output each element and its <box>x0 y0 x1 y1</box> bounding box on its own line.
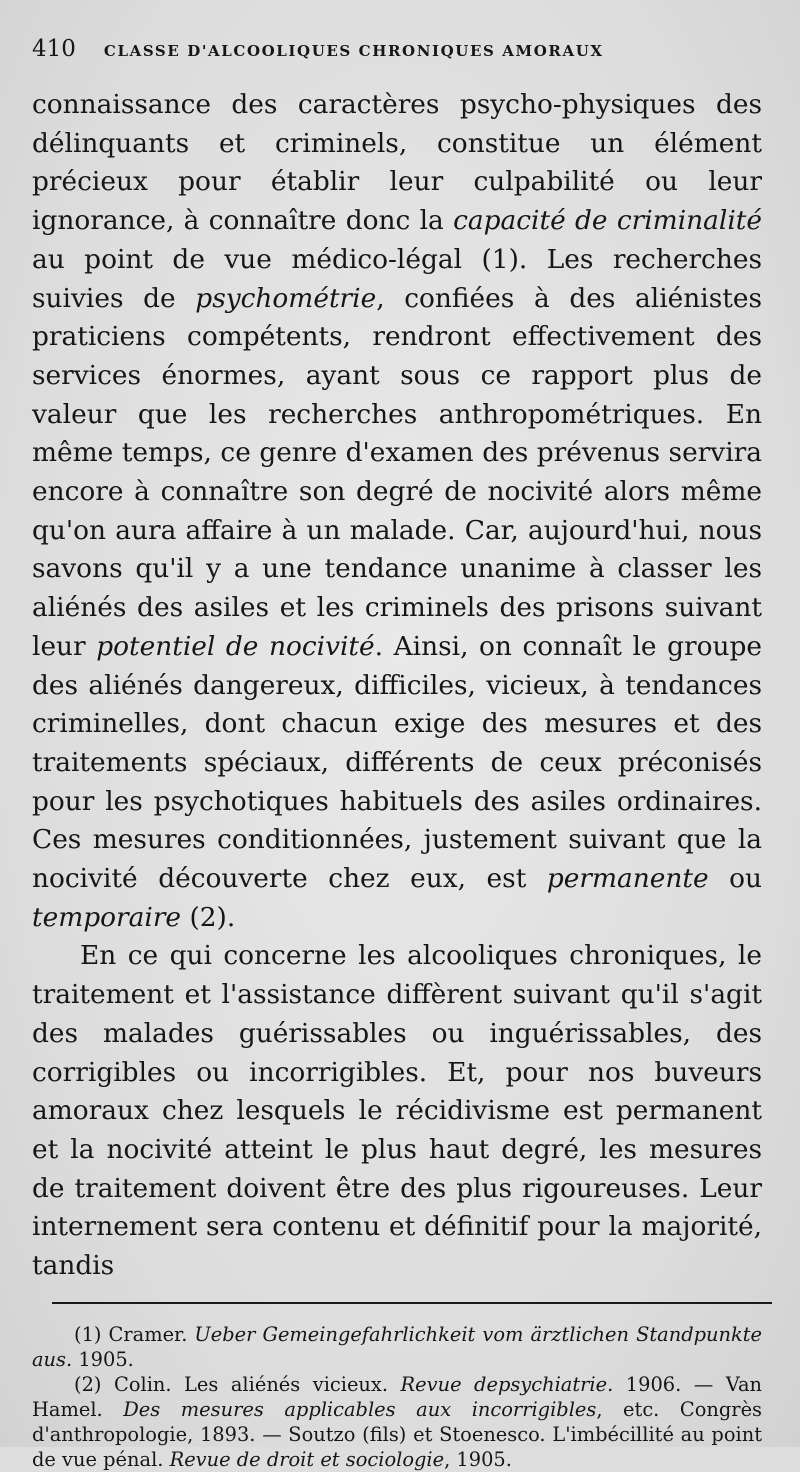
text-run: (2) Colin. Les aliénés vicieux. <box>74 1372 401 1396</box>
text-run: . Ainsi, on connaît le groupe des aliénés dangereux, difficiles, vicieux, à tendances criminelles, dont chacun exige des mesures et des traitements spéciaux, différents de ceux préconisés pour les psychotiques habituels des asiles ordinaires. Ces mesures conditionnées, justement suivant que la nocivité découverte chez eux, est <box>32 630 762 895</box>
body-text <box>32 86 762 1286</box>
text-run: (2). <box>181 901 236 933</box>
text-run: ou <box>708 863 762 895</box>
text-run: connaissance des caractères psycho-physiques des délinquants et criminels, constitue un élément précieux pour établir leur culpabilité ou leur ignorance, à connaître donc la <box>32 89 762 237</box>
footnote-1 <box>32 1322 762 1372</box>
italic-term: potentiel de nocivité <box>96 630 375 662</box>
text-run: 1905. <box>72 1347 134 1371</box>
italic-term: permanente <box>546 863 709 895</box>
italic-title: Revue de droit et sociologie <box>169 1447 445 1471</box>
italic-term: capacité de criminalité <box>453 205 762 237</box>
paragraph-1 <box>32 86 762 937</box>
footnote-2 <box>32 1372 762 1472</box>
paragraph-2: En ce qui concerne les alcooliques chroniques, le traitement et l'assistance diffèrent suivant qu'il s'agit des malades guérissables ou inguérissables, des corrigibles ou incorrigibles. Et, pour nos buveurs amoraux chez lesquels le récidivisme est permanent et la nocivité atteint le plus haut degré, les mesures de traitement doivent être des plus rigoureuses. Leur internement sera contenu et définitif pour la majorité, tandis <box>32 940 762 1282</box>
italic-title: Revue depsychiatrie. <box>400 1372 614 1396</box>
text-run: , 1905. <box>444 1447 512 1471</box>
page-header <box>32 36 762 86</box>
footnotes <box>32 1322 762 1472</box>
italic-term: temporaire <box>32 901 182 933</box>
page-number: 410 <box>32 36 76 62</box>
text-run: (1) Cramer. <box>74 1322 195 1346</box>
italic-title: Ueber Gemeingefahrlichkeit vom ärztlichen Standpunkte aus. <box>32 1322 763 1371</box>
italic-term: psychométrie <box>195 282 377 314</box>
text-run: 1906. — Van Hamel. <box>32 1372 762 1421</box>
text-run: au point de vue médico-légal (1). Les recherches suivies de <box>32 243 762 314</box>
text-run: , etc. Congrès d'anthropologie, 1893. — Soutzo (fils) et Stoenesco. L'imbécillité au point de vue pénal. <box>32 1397 763 1471</box>
footnote-rule <box>52 1302 772 1304</box>
running-title: CLASSE D'ALCOOLIQUES CHRONIQUES AMORAUX <box>103 42 604 60</box>
italic-title: Des mesures applicables aux incorrigibles <box>123 1397 597 1421</box>
text-run: , confiées à des aliénistes praticiens compétents, rendront effectivement des services énormes, ayant sous ce rapport plus de valeur que les recherches anthropométriques. En même temps, ce genre d'examen des prévenus servira encore à connaître son degré de nocivité alors même qu'on aura affaire à un malade. Car, aujourd'hui, nous savons qu'il y a une tendance unanime à classer les aliénés des asiles et les criminels des prisons suivant leur <box>32 282 763 662</box>
